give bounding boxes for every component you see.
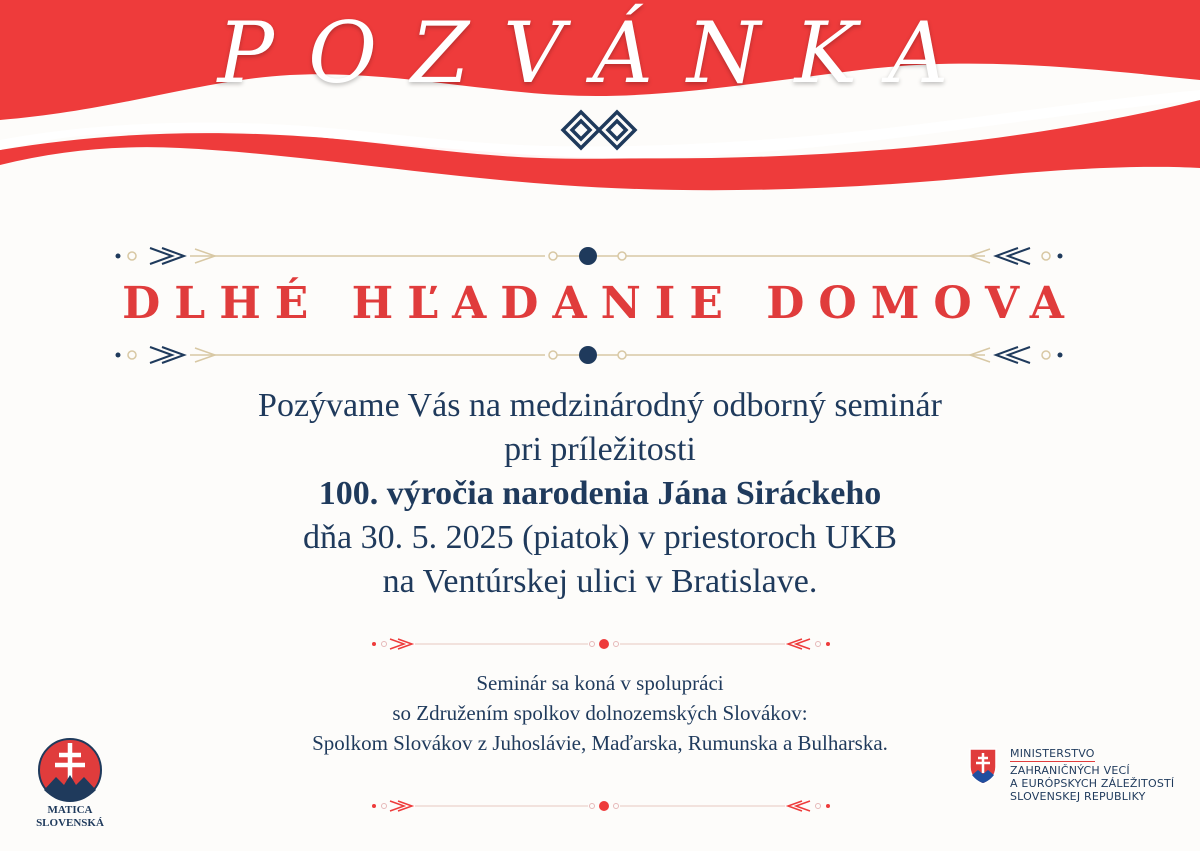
cooperation-line: Spolkom Slovákov z Juhoslávie, Maďarska, Rumunska a Bulharska. <box>312 731 888 755</box>
ministry-logo-line: ZAHRANIČNÝCH VECÍ <box>1010 764 1130 777</box>
date-line: dňa 30. 5. 2025 (piatok) v priestoroch UKB <box>303 519 897 556</box>
ministry-logo <box>968 745 1188 815</box>
invitation-line: Pozývame Vás na medzinárodný odborný seminár <box>258 387 942 424</box>
ornament-divider-middle <box>0 340 1200 370</box>
ornament-divider-top <box>0 241 1200 271</box>
location-line: na Ventúrskej ulici v Bratislave. <box>382 563 818 600</box>
slovak-coat-of-arms-icon <box>968 747 998 785</box>
matica-logo-text <box>18 804 122 830</box>
knot-emblem-icon <box>557 100 641 160</box>
invitation-body <box>100 384 1100 604</box>
matica-logo-line: SLOVENSKÁ <box>36 817 104 829</box>
matica-logo-line: MATICA <box>47 804 93 816</box>
cooperation-line: so Združením spolkov dolnozemských Slovákov: <box>392 701 808 725</box>
ministry-logo-line: MINISTERSTVO <box>1010 747 1095 760</box>
small-ornament-divider <box>360 634 840 654</box>
cooperation-note <box>150 668 1050 758</box>
ministry-logo-line: SLOVENSKEJ REPUBLIKY <box>1010 790 1146 803</box>
invitation-title: POZVÁNKA <box>217 4 983 102</box>
ministry-logo-line: A EURÓPSKYCH ZÁLEŽITOSTÍ <box>1010 777 1175 790</box>
cooperation-line: Seminár sa koná v spolupráci <box>476 671 724 695</box>
invitation-line: pri príležitosti <box>504 431 696 468</box>
small-ornament-divider-bottom <box>360 796 840 816</box>
ministry-logo-text <box>1010 747 1200 803</box>
anniversary-line: 100. výročia narodenia Jána Siráckeho <box>318 475 882 512</box>
event-title: DLHÉ HĽADANIE DOMOVA <box>122 278 1078 329</box>
